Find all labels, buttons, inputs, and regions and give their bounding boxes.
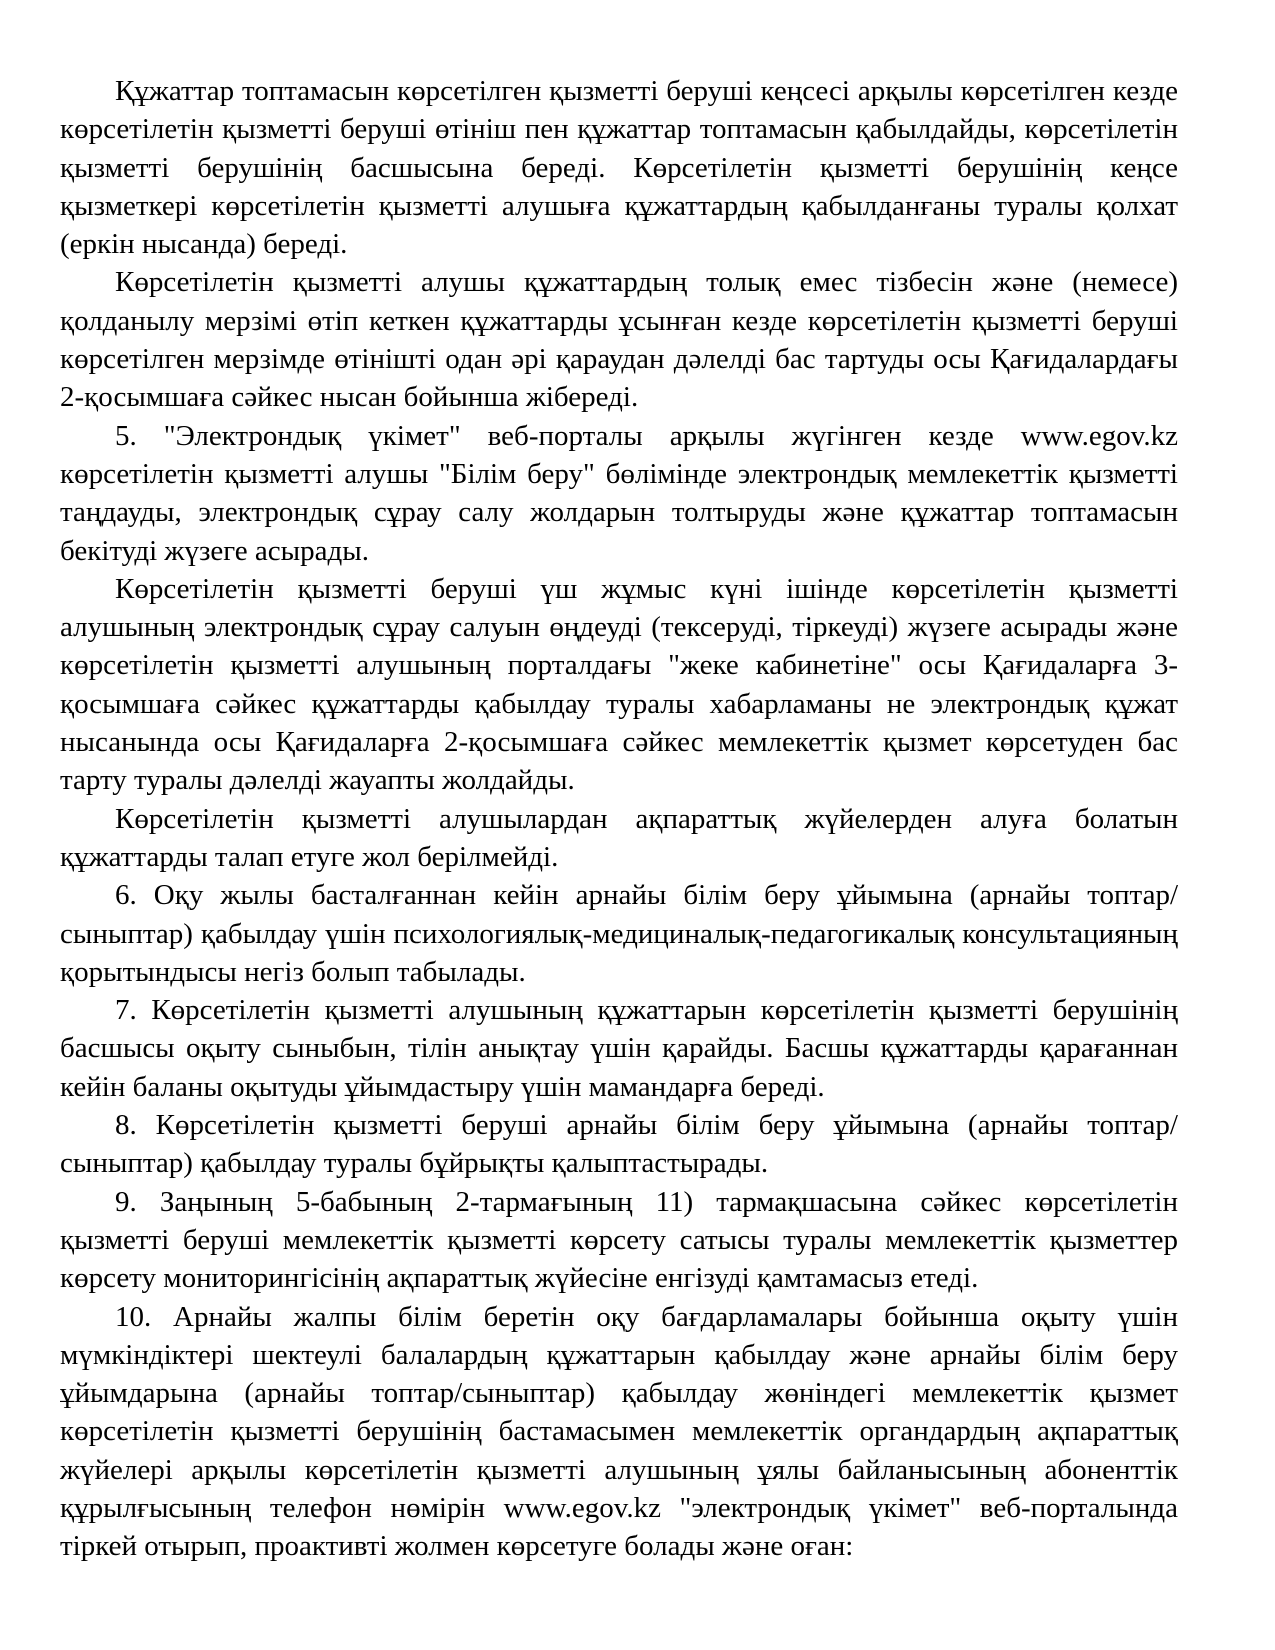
paragraph-incomplete-documents-refusal: Көрсетілетін қызметті алушы құжаттардың толық емес тізбесін және (немесе) қолданылу мерзімі өтіп кеткен құжаттарды ұсынған кезде көрсетілетін қызметті беруші көрсетілген мерзімде өтінішті одан әрі қараудан дәлелді бас тартуды осы Қағидалардағы 2-қосымшаға сәйкес нысан бойынша жібереді.	[60, 266, 1178, 414]
paragraph-three-workdays-processing: Көрсетілетін қызметті беруші үш жұмыс күні ішінде көрсетілетін қызметті алушының электрондық сұрау салуын өңдеуді (тексеруді, тіркеуді) жүзеге асырады және көрсетілетін қызметті алушының порталдағы "жеке кабинетіне" осы Қағидаларға 3-қосымшаға сәйкес құжаттарды қабылдау туралы хабарламаны не электрондық құжат нысанында осы Қағидаларға 2-қосымшаға сәйкес мемлекеттік қызмет көрсетуден бас тарту туралы дәлелді жауапты жолдайды.	[60, 572, 1178, 797]
document-text-block	[60, 72, 1178, 1566]
paragraph-item-8-admission-order: 8. Көрсетілетін қызметті беруші арнайы білім беру ұйымына (арнайы топтар/сыныптар) қабылдау туралы бұйрықты қалыптастырады.	[60, 1109, 1178, 1180]
paragraph-item-9-monitoring-system: 9. Заңының 5-бабының 2-тармағының 11) тармақшасына сәйкес көрсетілетін қызметті беруші мемлекеттік қызметті көрсету сатысы туралы мемлекеттік қызметтер көрсету мониторингісінің ақпараттық жүйесіне енгізуді қамтамасыз етеді.	[60, 1185, 1178, 1295]
paragraph-item-5-egov-portal: 5. "Электрондық үкімет" веб-порталы арқылы жүгінген кезде www.egov.kz көрсетілетін қызметті алушы "Білім беру" бөлімінде электрондық мемлекеттік қызметті таңдауды, электрондық сұрау салу жолдарын толтыруды және құжаттар топтамасын бекітуді жүзеге асырады.	[60, 419, 1178, 567]
paragraph-no-extra-documents: Көрсетілетін қызметті алушылардан ақпараттық жүйелерден алуға болатын құжаттарды талап етуге жол берілмейді.	[60, 802, 1178, 873]
paragraph-item-10-proactive-service: 10. Арнайы жалпы білім беретін оқу бағдарламалары бойынша оқыту үшін мүмкіндіктері шектеулі балалардың құжаттарын қабылдау және арнайы білім беру ұйымдарына (арнайы топтар/сыныптар) қабылдау жөніндегі мемлекеттік қызмет көрсетілетін қызметті берушінің бастамасымен мемлекеттік органдардың ақпараттық жүйелері арқылы көрсетілетін қызметті алушының ұялы байланысының абоненттік құрылғысының телефон нөмірін www.egov.kz "электрондық үкімет" веб-порталында тіркей отырып, проактивті жолмен көрсетуге болады және оған:	[60, 1300, 1178, 1563]
paragraph-item-7-head-review: 7. Көрсетілетін қызметті алушының құжаттарын көрсетілетін қызметті берушінің басшысы оқыту сыныбын, тілін анықтау үшін қарайды. Басшы құжаттарды қарағаннан кейін баланы оқытуды ұйымдастыру үшін мамандарға береді.	[60, 994, 1178, 1103]
paragraph-document-package-office: Құжаттар топтамасын көрсетілген қызметті беруші кеңсесі арқылы көрсетілген кезде көрсетілетін қызметті беруші өтініш пен құжаттар топтамасын қабылдайды, көрсетілетін қызметті берушінің басшысына береді. Көрсетілетін қызметті берушінің кеңсе қызметкері көрсетілетін қызметті алушыға құжаттардың қабылданғаны туралы қолхат (еркін нысанда) береді.	[60, 75, 1178, 261]
paragraph-item-6-school-year: 6. Оқу жылы басталғаннан кейін арнайы білім беру ұйымына (арнайы топтар/сыныптар) қабылдау үшін психологиялық-медициналық-педагогикалық консультацияның қорытындысы негіз болып табылады.	[60, 879, 1178, 988]
